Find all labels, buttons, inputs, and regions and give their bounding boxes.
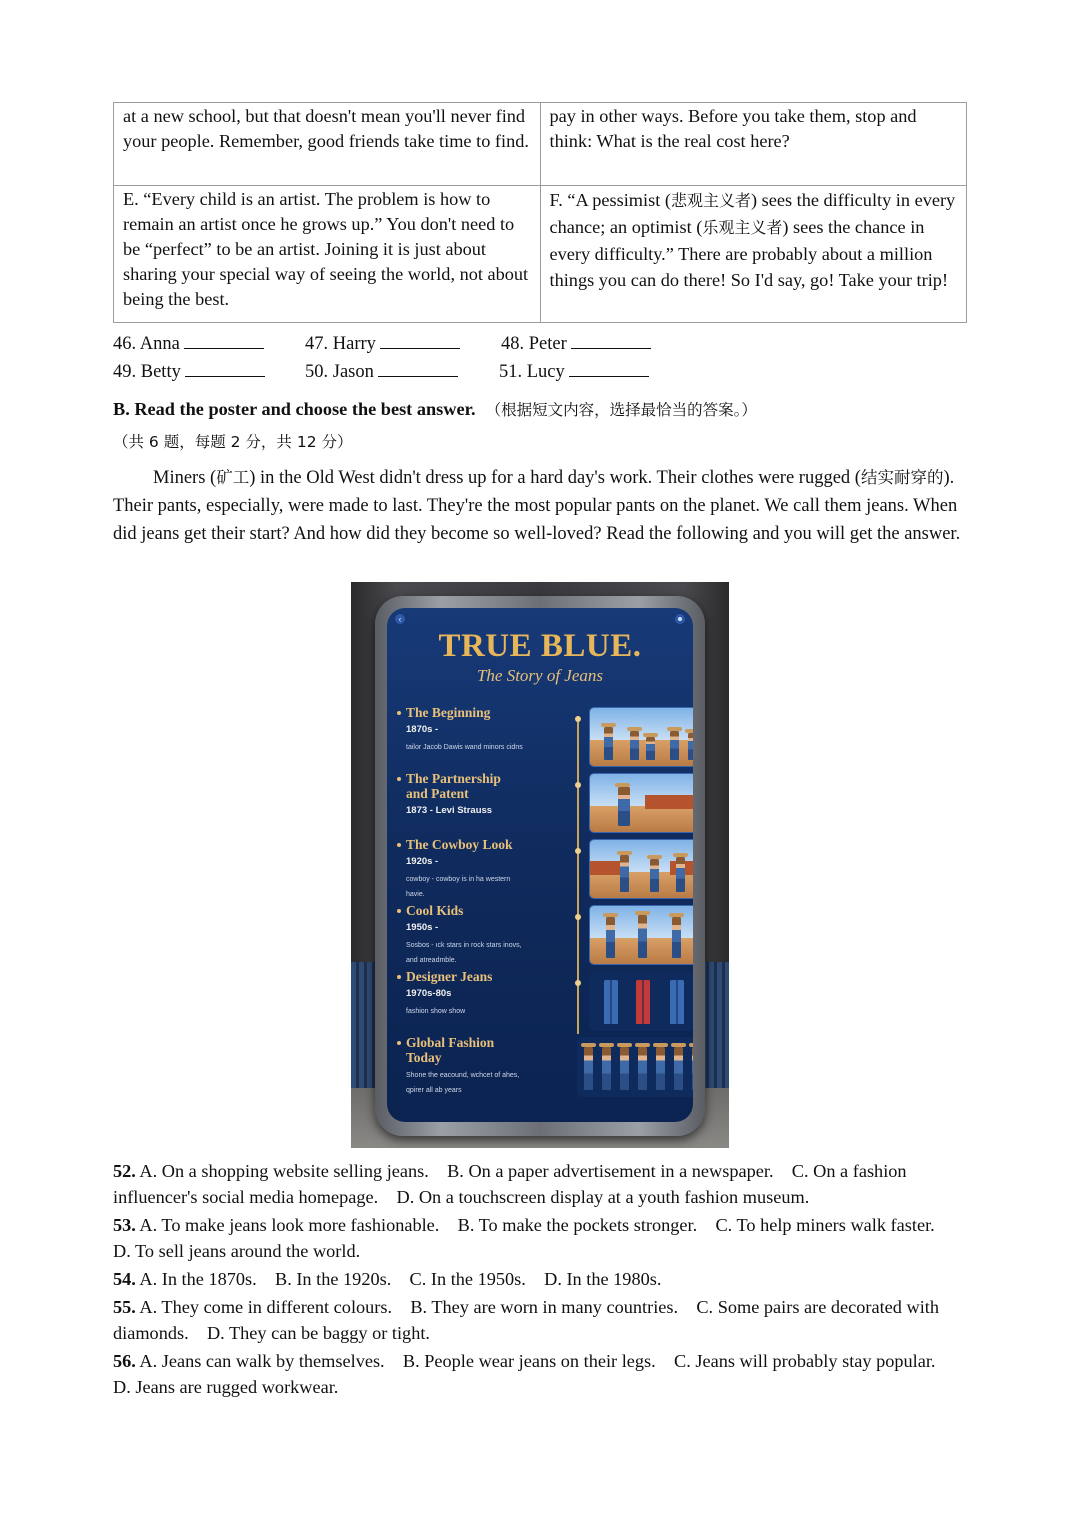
answer-blank-49[interactable]: [113, 360, 265, 383]
question-number: 53.: [113, 1215, 136, 1235]
section-b-title: [113, 398, 757, 420]
cowboy-desert-illustration: [589, 773, 693, 833]
timeline-heading: The Partnership and Patent: [406, 771, 501, 801]
timeline-item-global: [397, 1035, 693, 1098]
question-options: A. In the 1870s. B. In the 1920s. C. In the 1950s. D. In the 1980s.: [135, 1269, 662, 1289]
question-number: 56.: [113, 1351, 136, 1371]
option-f-cjk-a: 悲观主义者: [670, 191, 751, 210]
answer-blank-47[interactable]: [305, 332, 460, 355]
blank-line[interactable]: [185, 360, 265, 377]
timeline-date: 1950s -: [406, 922, 439, 933]
intro-passage: [113, 464, 968, 548]
question-54: [113, 1266, 968, 1292]
timeline-date: 1870s -: [406, 724, 439, 735]
answer-blank-50[interactable]: [305, 360, 458, 383]
designer-jeans-illustration: [589, 971, 693, 1031]
timeline-dot: [575, 848, 581, 854]
option-f-text-a: F. “A pessimist (: [549, 190, 671, 210]
timeline-note: fashion show show: [406, 1008, 466, 1015]
blank-label: 48. Peter: [501, 334, 567, 354]
section-b-heading: B. Read the poster and choose the best answer.: [113, 399, 476, 419]
question-options: A. On a shopping website selling jeans. B. On a paper advertisement in a newspaper. C. On a fashion influencer's social media homepage. D. On a touchscreen display at a youth fashion museum.: [113, 1161, 912, 1207]
timeline-item-beginning: [397, 705, 693, 768]
question-56: [113, 1348, 968, 1400]
timeline-note: Shone the eacound, wchcet of ahes, qpirer all ab years: [406, 1072, 520, 1094]
question-options: A. To make jeans look more fashionable. B. To make the pockets stronger. C. To help miners walk faster. D. To sell jeans around the world.: [113, 1215, 953, 1261]
global-fashion-illustration: [577, 1037, 693, 1097]
question-options: A. Jeans can walk by themselves. B. People wear jeans on their legs. C. Jeans will probably stay popular. D. Jeans are rugged workwear.: [113, 1351, 954, 1397]
answer-blank-46[interactable]: [113, 332, 264, 355]
timeline-head: [406, 837, 526, 899]
blank-line[interactable]: [380, 332, 460, 349]
timeline-dot: [575, 716, 581, 722]
option-f: [540, 186, 967, 323]
section-b-note: （根据短文内容，选择最恰当的答案。）: [485, 401, 757, 419]
option-e: E. “Every child is an artist. The problem is how to remain an artist once he grows up.” You don't need to be “perfect” to be an artist. Joining it is just about sharing your special way of seeing the world, not about being the best.: [114, 186, 541, 323]
timeline-item-cowboy: [397, 837, 693, 900]
questions-list: [113, 1158, 968, 1400]
question-53: [113, 1212, 968, 1264]
timeline-heading: The Cowboy Look: [406, 837, 513, 852]
timeline-note: Sosbos - ıck stars in rock stars inovs, and atreadmble.: [406, 942, 522, 964]
rock-stars-illustration: [589, 905, 693, 965]
option-f-text-b: ) sees the difficulty in every chance; an optimist (: [549, 190, 956, 237]
timeline-bullet: [397, 1041, 401, 1045]
intro-text-c: ). Their pants, especially, were made to last. They're the most popular pants on the planet. We call them jeans. When did jeans get their start? And how did they become so well-loved? Read the following and you will get the answer.: [113, 468, 961, 544]
display-frame: [375, 596, 705, 1136]
timeline-date: 1920s -: [406, 856, 439, 867]
section-b-score: （共 6 题，每题 2 分，共 12 分）: [113, 433, 353, 451]
timeline-bullet: [397, 843, 401, 847]
timeline-head: [406, 1035, 526, 1095]
timeline-heading: Designer Jeans: [406, 969, 493, 984]
timeline-item-designer: [397, 969, 693, 1032]
display-screen: [387, 608, 693, 1122]
timeline-bullet: [397, 777, 401, 781]
timeline-head: [406, 903, 526, 965]
jeans-poster-image: [351, 582, 729, 1148]
blank-line[interactable]: [184, 332, 264, 349]
timeline-dot: [575, 914, 581, 920]
timeline-dot: [575, 980, 581, 986]
timeline-head: [406, 969, 526, 1016]
timeline-note: cowboy - cowboy is in ha western havie.: [406, 876, 511, 898]
blank-line[interactable]: [569, 360, 649, 377]
timeline-date: 1970s-80s: [406, 988, 452, 999]
intro-text-a: Miners (: [153, 468, 217, 488]
blank-line[interactable]: [571, 332, 651, 349]
timeline-dot: [575, 782, 581, 788]
intro-cjk-a: 矿工: [216, 468, 250, 487]
timeline-head: [406, 705, 526, 752]
timeline-note: tailor Jacob Dawis wand minors cidns: [406, 744, 523, 751]
timeline-bullet: [397, 711, 401, 715]
timeline-heading: Cool Kids: [406, 903, 464, 918]
question-number: 54.: [113, 1269, 136, 1289]
timeline-date: 1873 - Levi Strauss: [406, 805, 493, 816]
option-c-continued: pay in other ways. Before you take them, stop and think: What is the real cost here?: [540, 103, 967, 186]
intro-text-b: ) in the Old West didn't dress up for a hard day's work. Their clothes were rugged (: [249, 468, 861, 488]
answer-blank-48[interactable]: [501, 332, 651, 355]
menu-dot-icon: [675, 614, 685, 624]
blank-label: 50. Jason: [305, 362, 374, 382]
poster-title: TRUE BLUE.: [438, 628, 642, 664]
timeline-bullet: [397, 975, 401, 979]
option-f-text-c: ) sees the chance in every difficulty.” There are probably about a million things you can do there! So I'd say, go! Take your trip!: [549, 217, 949, 290]
blank-label: 49. Betty: [113, 362, 181, 382]
question-number: 52.: [113, 1161, 136, 1181]
poster-subtitle: The Story of Jeans: [476, 666, 604, 685]
timeline-head: [406, 771, 526, 818]
blank-line[interactable]: [378, 360, 458, 377]
blank-label: 46. Anna: [113, 334, 180, 354]
option-d-continued: at a new school, but that doesn't mean you'll never find your people. Remember, good friends take time to find.: [114, 103, 541, 186]
question-number: 55.: [113, 1297, 136, 1317]
intro-cjk-b: 结实耐穿的: [860, 468, 944, 487]
timeline-item-partnership: [397, 771, 693, 834]
miners-illustration: [589, 707, 693, 767]
timeline-heading: Global Fashion Today: [406, 1035, 495, 1065]
timeline-heading: The Beginning: [406, 705, 491, 720]
store-rack-right: [701, 962, 729, 1092]
question-options: A. They come in different colours. B. They are worn in many countries. C. Some pairs are decorated with diamonds. D. They can be baggy or tight.: [113, 1297, 944, 1343]
question-52: [113, 1158, 968, 1210]
blank-label: 47. Harry: [305, 334, 376, 354]
timeline-item-cool-kids: [397, 903, 693, 966]
question-55: [113, 1294, 968, 1346]
option-f-cjk-b: 乐观主义者: [702, 218, 783, 237]
blank-label: 51. Lucy: [499, 362, 565, 382]
back-icon: ‹: [395, 614, 405, 624]
options-table: [113, 102, 967, 323]
timeline-bullet: [397, 909, 401, 913]
cowboys-illustration: [589, 839, 693, 899]
answer-blank-51[interactable]: [499, 360, 649, 383]
